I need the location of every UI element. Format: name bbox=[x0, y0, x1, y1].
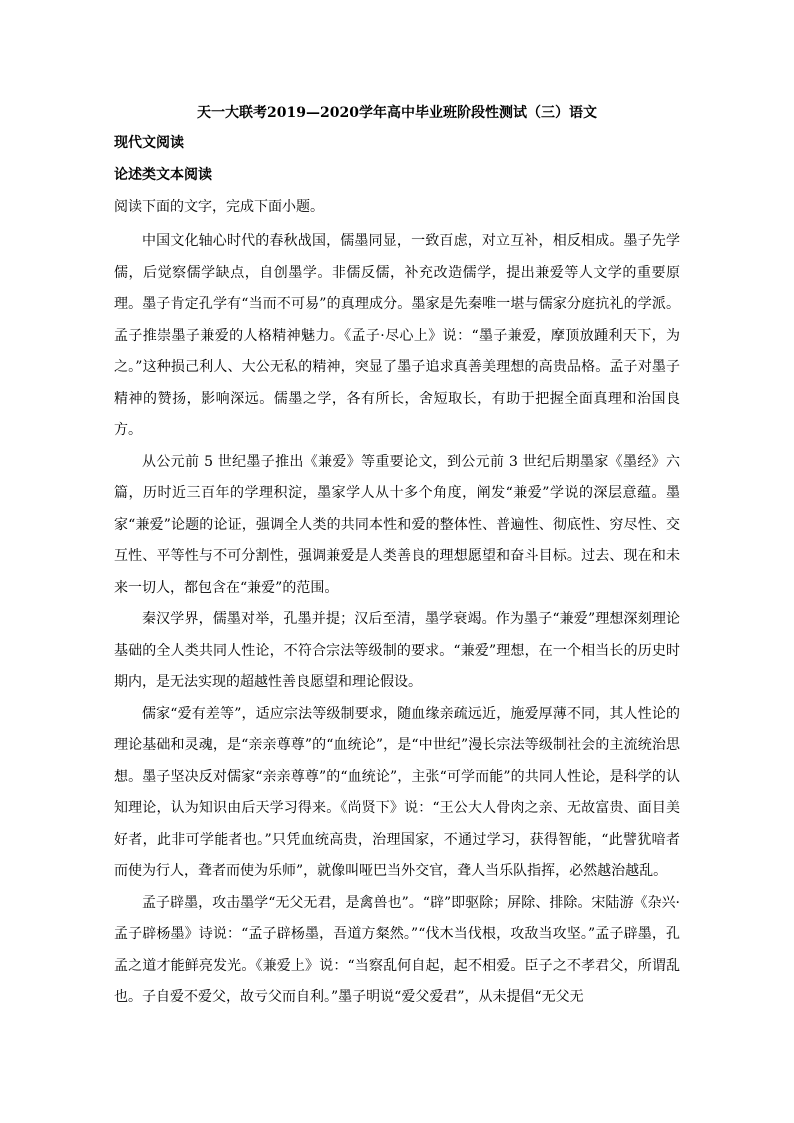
section-heading: 现代文阅读 bbox=[114, 135, 184, 151]
reading-instruction: 阅读下面的文字，完成下面小题。 bbox=[114, 199, 324, 215]
document-title: 天一大联考2019—2020学年高中毕业班阶段性测试（三）语文 bbox=[197, 105, 597, 121]
subsection-heading: 论述类文本阅读 bbox=[114, 167, 212, 183]
article-paragraph: 中国文化轴心时代的春秋战国，儒墨同显，一致百虑，对立互补，相反相成。墨子先学儒，后觉察儒学缺点，自创墨学。非儒反儒，补充改造儒学，提出兼爱等人文学的重要原理。墨子肯定孔学有“当而不可易”的真理成分。墨家是先秦唯一堪与儒家分庭抗礼的学派。孟子推崇墨子兼爱的人格精神魅力。《孟子·尽心上》说：“墨子兼爱，摩顶放踵利天下，为之。”这种损己利人、大公无私的精神，突显了墨子追求真善美理想的高贵品格。孟子对墨子精神的赞扬，影响深远。儒墨之学，各有所长，舍短取长，有助于把握全面真理和治国良方。 bbox=[114, 233, 680, 438]
article-paragraph: 儒家“爱有差等”，适应宗法等级制要求，随血缘亲疏远近，施爱厚薄不同，其人性论的理论基础和灵魂，是“亲亲尊尊”的“血统论”，是“中世纪”漫长宗法等级制社会的主流统治思想。墨子坚决反对儒家“亲亲尊尊”的“血统论”，主张“可学而能”的共同人性论，是科学的认知理论，认为知识由后天学习得来。《尚贤下》说：“王公大人骨肉之亲、无故富贵、面目美好者，此非可学能者也。”只凭血统高贵，治理国家，不通过学习，获得智能，“此譬犹喑者而使为行人，聋者而使为乐师”，就像叫哑巴当外交官，聋人当乐队指挥，必然越治越乱。 bbox=[114, 705, 680, 879]
article-paragraph: 孟子辟墨，攻击墨学“无父无君，是禽兽也”。“辟”即驱除；屏除、排除。宋陆游《杂兴·孟子辟杨墨》诗说：“孟子辟杨墨，吾道方粲然。”“伐木当伐根，攻敌当攻坚。”孟子辟墨，孔孟之道才能鲜亮发光。《兼爱上》说：“当察乱何自起，起不相爱。臣子之不孝君父，所谓乱也。子自爱不爱父，故亏父而自利。”墨子明说“爱父爱君”，从未提倡“无父无 bbox=[114, 894, 680, 1005]
article-paragraph: 从公元前 5 世纪墨子推出《兼爱》等重要论文，到公元前 3 世纪后期墨家《墨经》六篇，历时近三百年的学理积淀，墨家学人从十多个角度，阐发“兼爱”学说的深层意蕴。墨家“兼爱”论题的论证，强调全人类的共同本性和爱的整体性、普遍性、彻底性、穷尽性、交互性、平等性与不可分割性，强调兼爱是人类善良的理想愿望和奋斗目标。过去、现在和未来一切人，都包含在“兼爱”的范围。 bbox=[114, 453, 680, 596]
article-paragraph: 秦汉学界，儒墨对举，孔墨并提；汉后至清，墨学衰竭。作为墨子“兼爱”理想深刻理论基础的全人类共同人性论，不符合宗法等级制的要求。“兼爱”理想，在一个相当长的历史时期内，是无法实现的超越性善良愿望和理论假设。 bbox=[114, 611, 680, 690]
article-body bbox=[114, 226, 680, 1014]
